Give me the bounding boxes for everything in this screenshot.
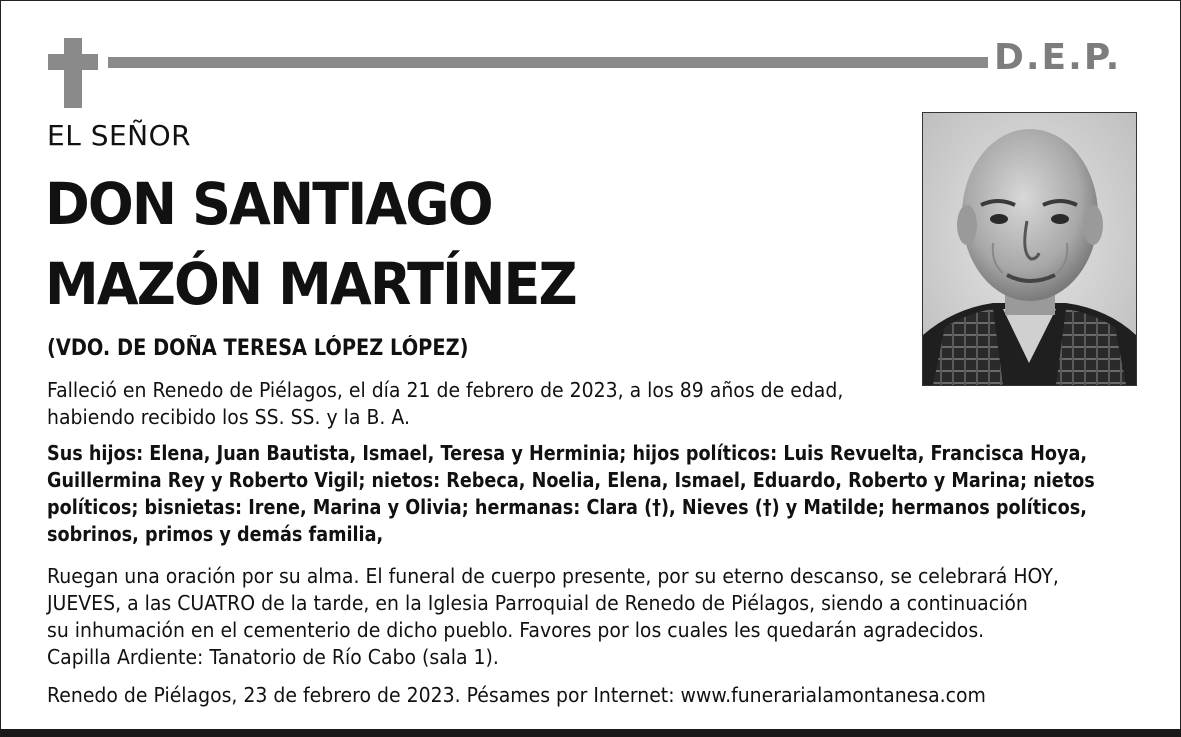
family-line: sobrinos, primos y demás familia, (47, 522, 384, 546)
family-line: políticos; bisnietas: Irene, Marina y Olivia; hermanas: Clara (†), Nieves (†) y Matilde; hermanos políticos, (47, 495, 1087, 519)
portrait-photo (922, 112, 1137, 386)
latin-cross-icon (48, 38, 98, 108)
deceased-name-line2: MAZÓN MARTÍNEZ (45, 250, 576, 318)
footer-line: Renedo de Piélagos, 23 de febrero de 2023. Pésames por Internet: www.funerarialamontanesa.com (47, 683, 986, 707)
portrait-illustration (923, 113, 1136, 385)
death-notice (47, 377, 843, 431)
funeral-line: JUEVES, a las CUATRO de la tarde, en la Iglesia Parroquial de Renedo de Piélagos, siendo a continuación (47, 591, 1028, 615)
footer-note (47, 682, 986, 709)
family-line: Guillermina Rey y Roberto Vigil; nietos: Rebeca, Noelia, Elena, Ismael, Eduardo, Roberto y Marina; nietos (47, 468, 1095, 492)
deceased-name-line1: DON SANTIAGO (45, 170, 492, 238)
cross-horizontal-bar (48, 54, 98, 70)
funeral-line: Ruegan una oración por su alma. El funeral de cuerpo presente, por su eterno descanso, se celebrará HOY, (47, 564, 1059, 588)
death-notice-line: habiendo recibido los SS. SS. y la B. A. (47, 405, 410, 429)
header-rule (108, 57, 988, 68)
widower-of: (VDO. DE DOÑA TERESA LÓPEZ LÓPEZ) (47, 336, 469, 361)
family-list (47, 440, 1095, 548)
family-line: Sus hijos: Elena, Juan Bautista, Ismael, Teresa y Herminia; hijos políticos: Luis Revuelta, Francisca Hoya, (47, 441, 1088, 465)
funeral-details (47, 563, 1059, 671)
death-notice-line: Falleció en Renedo de Piélagos, el día 21 de febrero de 2023, a los 89 años de edad, (47, 378, 844, 402)
funeral-line: su inhumación en el cementerio de dicho pueblo. Favores por los cuales les quedarán agradecidos. (47, 618, 985, 642)
cross-vertical-bar (64, 38, 82, 108)
funeral-line: Capilla Ardiente: Tanatorio de Río Cabo (sala 1). (47, 645, 499, 669)
dep-label: D.E.P. (994, 37, 1122, 78)
title-prefix: EL SEÑOR (47, 119, 192, 152)
bottom-band (0, 729, 1181, 737)
